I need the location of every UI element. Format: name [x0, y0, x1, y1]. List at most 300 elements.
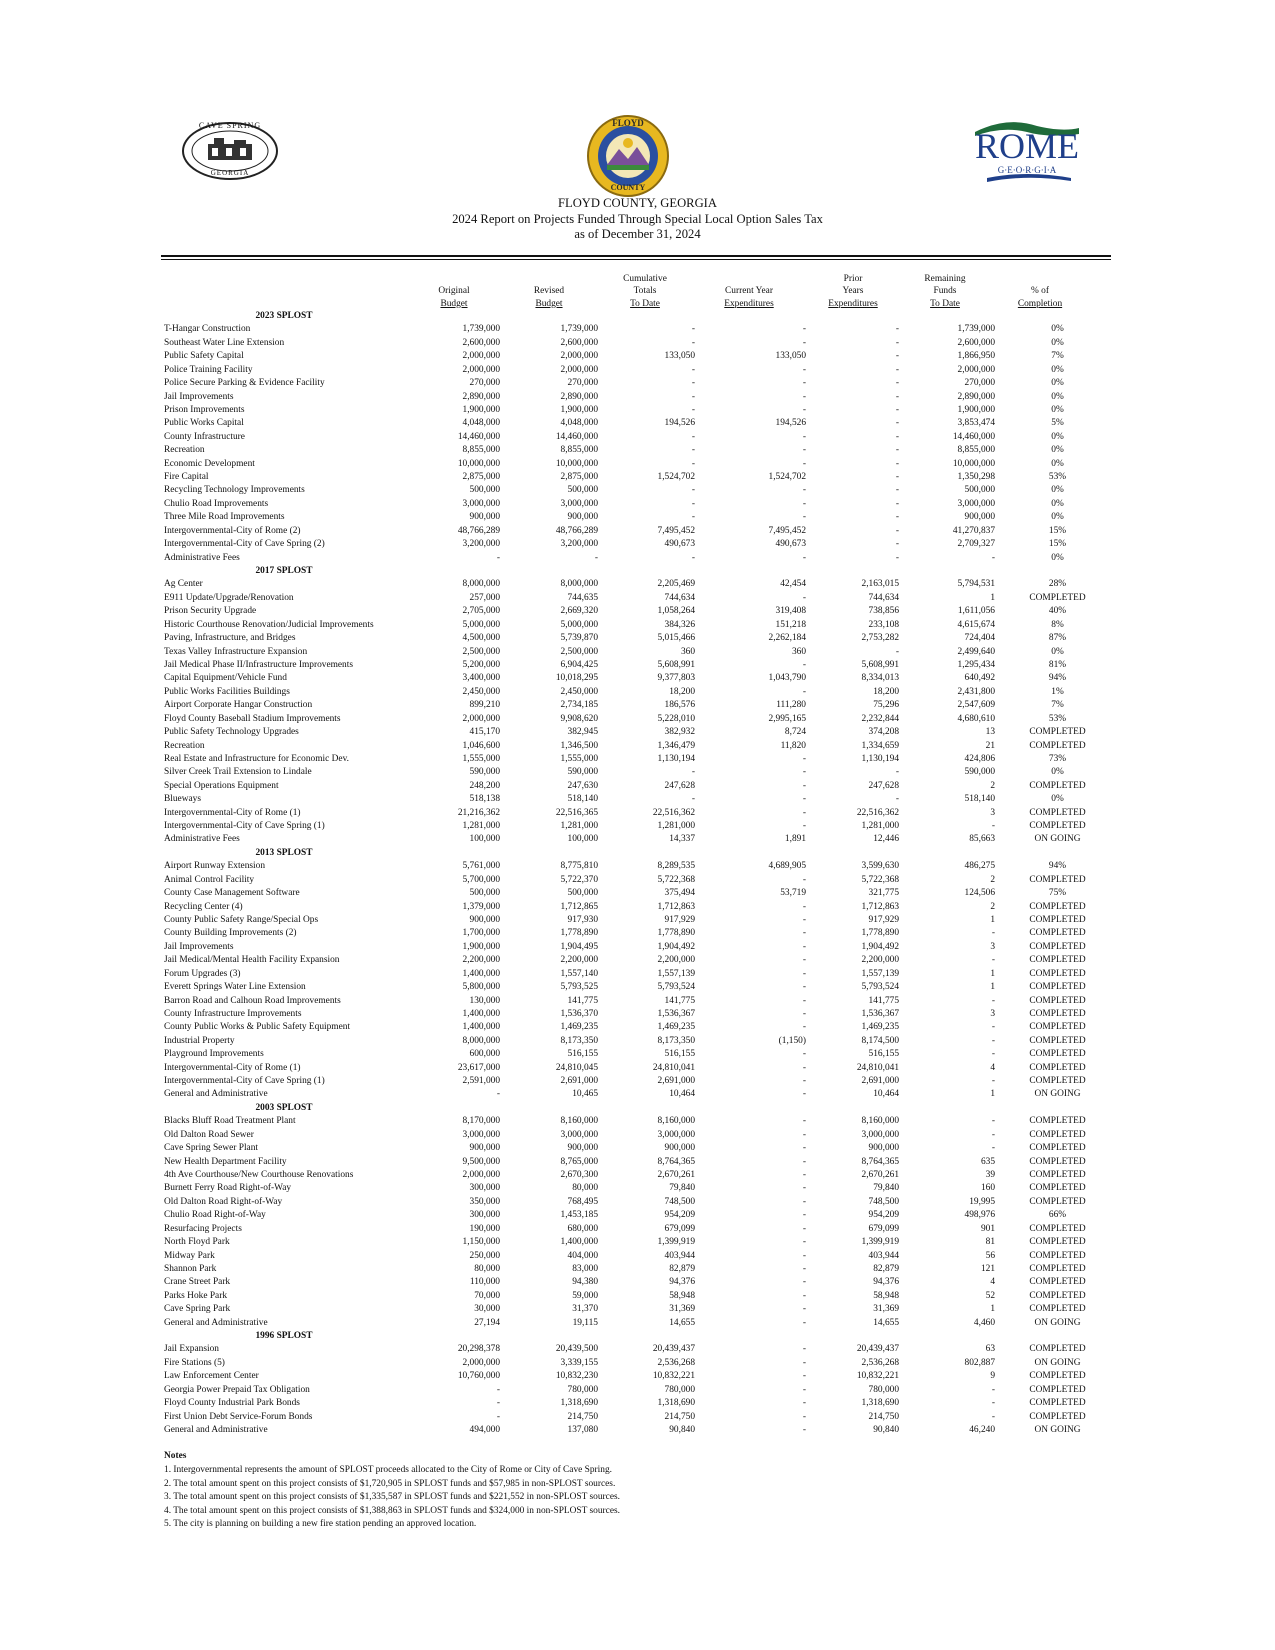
amount-cell: -	[691, 391, 695, 402]
amount-cell: 2,670,300	[560, 1170, 598, 1180]
amount-cell: 8,764,365	[657, 1156, 695, 1167]
amount-cell: 5,722,370	[560, 874, 598, 885]
project-name: Airport Corporate Hangar Construction	[164, 700, 313, 711]
table-row	[0, 1303, 1275, 1316]
amount-cell: -	[802, 1022, 806, 1033]
amount-cell: -	[691, 445, 695, 456]
project-name: Intergovernmental-City of Rome (2)	[164, 525, 301, 536]
amount-cell: -	[802, 1290, 806, 1301]
amount-cell: 375,494	[664, 888, 695, 899]
amount-cell: 2,890,000	[462, 391, 500, 402]
amount-cell: 8,764,365	[861, 1156, 899, 1167]
amount-cell: 1,469,235	[560, 1022, 598, 1033]
completion-cell: COMPLETED	[1029, 780, 1086, 791]
project-name: Industrial Property	[164, 1035, 235, 1046]
amount-cell: 1,536,367	[861, 1008, 899, 1019]
amount-cell: 2,536,268	[861, 1357, 899, 1368]
completion-cell: 81%	[1048, 659, 1067, 670]
amount-cell: -	[895, 364, 899, 375]
amount-cell: 10,464	[669, 1089, 695, 1100]
amount-cell: 2,200,000	[560, 955, 598, 966]
amount-cell: 590,000	[964, 767, 995, 778]
project-name: Jail Medical Phase II/Infrastructure Improvements	[164, 659, 353, 670]
amount-cell: 5,722,368	[657, 874, 695, 885]
completion-cell: COMPLETED	[1029, 821, 1086, 832]
amount-cell: 1,400,000	[462, 1022, 500, 1033]
amount-cell: -	[802, 780, 806, 791]
amount-cell: 744,634	[664, 592, 695, 603]
amount-cell: 8,724	[784, 727, 806, 738]
amount-cell: 24,810,045	[555, 1062, 598, 1073]
completion-cell: 0%	[1051, 445, 1064, 456]
table-row	[0, 927, 1275, 940]
amount-cell: -	[802, 404, 806, 415]
amount-cell: 8,855,000	[560, 445, 598, 456]
report-header	[0, 196, 1275, 243]
project-name: Paving, Infrastructure, and Bridges	[164, 633, 296, 644]
table-row	[0, 444, 1275, 457]
amount-cell: -	[802, 1357, 806, 1368]
amount-cell: 1,866,950	[957, 351, 995, 362]
amount-cell: 63	[985, 1344, 995, 1355]
table-row	[0, 659, 1275, 672]
project-name: First Union Debt Service-Forum Bonds	[164, 1411, 313, 1422]
project-name: Recreation	[164, 740, 205, 751]
amount-cell: 14,655	[669, 1317, 695, 1328]
amount-cell: 321,775	[868, 888, 899, 899]
amount-cell: -	[895, 351, 899, 362]
amount-cell: 768,495	[567, 1196, 598, 1207]
amount-cell: 1,904,495	[560, 941, 598, 952]
amount-cell: -	[802, 1143, 806, 1154]
amount-cell: 58,948	[669, 1290, 695, 1301]
project-name: Resurfacing Projects	[164, 1223, 242, 1234]
amount-cell: 2,875,000	[560, 472, 598, 483]
project-name: Playground Improvements	[164, 1049, 264, 1060]
amount-cell: (1,150)	[778, 1035, 806, 1046]
amount-cell: 1	[990, 982, 995, 993]
amount-cell: 900,000	[664, 1143, 695, 1154]
amount-cell: 382,945	[567, 727, 598, 738]
amount-cell: 41,270,837	[952, 525, 995, 536]
amount-cell: -	[895, 431, 899, 442]
project-name: Public Safety Capital	[164, 351, 244, 362]
completion-cell: COMPLETED	[1029, 1250, 1086, 1261]
amount-cell: 900,000	[469, 914, 500, 925]
amount-cell: -	[802, 337, 806, 348]
table-row	[0, 1035, 1275, 1048]
amount-cell: 130,000	[469, 995, 500, 1006]
amount-cell: 20,439,500	[555, 1344, 598, 1355]
amount-cell: 2,500,000	[560, 646, 598, 657]
amount-cell: 415,170	[469, 727, 500, 738]
completion-cell: 7%	[1051, 700, 1064, 711]
completion-cell: COMPLETED	[1029, 1344, 1086, 1355]
column-header	[905, 273, 985, 311]
amount-cell: 518,140	[567, 794, 598, 805]
completion-cell: COMPLETED	[1029, 1049, 1086, 1060]
amount-cell: 490,673	[664, 539, 695, 550]
amount-cell: 3,000,000	[462, 1129, 500, 1140]
table-row	[0, 833, 1275, 846]
table-row	[0, 1048, 1275, 1061]
amount-cell: 954,209	[868, 1210, 899, 1221]
table-row	[0, 1290, 1275, 1303]
project-name: Real Estate and Infrastructure for Economic Dev.	[164, 753, 349, 764]
table-row	[0, 1062, 1275, 1075]
table-row	[0, 1156, 1275, 1169]
table-row	[0, 1384, 1275, 1397]
section-header	[0, 847, 1275, 860]
amount-cell: 5,800,000	[462, 982, 500, 993]
table-row	[0, 713, 1275, 726]
amount-cell: -	[802, 1076, 806, 1087]
amount-cell: 8,765,000	[560, 1156, 598, 1167]
amount-cell: -	[895, 337, 899, 348]
amount-cell: 21	[985, 740, 995, 751]
amount-cell: 214,750	[664, 1411, 695, 1422]
amount-cell: 1,043,790	[768, 673, 806, 684]
amount-cell: 2,499,640	[957, 646, 995, 657]
amount-cell: 319,408	[775, 606, 806, 617]
amount-cell: 79,840	[669, 1183, 695, 1194]
amount-cell: 8,855,000	[957, 445, 995, 456]
completion-cell: 0%	[1051, 378, 1064, 389]
amount-cell: 8,173,350	[560, 1035, 598, 1046]
amount-cell: 94,376	[873, 1277, 899, 1288]
amount-cell: 20,439,437	[652, 1344, 695, 1355]
project-name: Three Mile Road Improvements	[164, 512, 285, 523]
table-row	[0, 498, 1275, 511]
amount-cell: 1,046,600	[462, 740, 500, 751]
table-row	[0, 1370, 1275, 1383]
amount-cell: 3	[990, 941, 995, 952]
amount-cell: 5,015,466	[657, 633, 695, 644]
amount-cell: 2,450,000	[462, 686, 500, 697]
amount-cell: 42,454	[780, 579, 806, 590]
amount-cell: 1,555,000	[560, 753, 598, 764]
notes	[164, 1450, 620, 1531]
amount-cell: 24,810,041	[856, 1062, 899, 1073]
amount-cell: -	[802, 914, 806, 925]
table-row	[0, 1169, 1275, 1182]
completion-cell: 0%	[1051, 404, 1064, 415]
completion-cell: COMPLETED	[1029, 941, 1086, 952]
completion-cell: 5%	[1051, 418, 1064, 429]
amount-cell: 2,200,000	[462, 955, 500, 966]
amount-cell: 424,806	[964, 753, 995, 764]
completion-cell: 0%	[1051, 767, 1064, 778]
amount-cell: -	[895, 378, 899, 389]
amount-cell: 24,810,041	[652, 1062, 695, 1073]
amount-cell: 18,200	[669, 686, 695, 697]
amount-cell: -	[496, 552, 500, 563]
amount-cell: 70,000	[474, 1290, 500, 1301]
completion-cell: COMPLETED	[1029, 874, 1086, 885]
amount-cell: 1,150,000	[462, 1237, 500, 1248]
table-row	[0, 1343, 1275, 1356]
amount-cell: 498,976	[964, 1210, 995, 1221]
amount-cell: -	[991, 1411, 995, 1422]
column-header-line: Budget	[535, 298, 563, 309]
completion-cell: 0%	[1051, 552, 1064, 563]
amount-cell: -	[991, 1384, 995, 1395]
amount-cell: -	[802, 1089, 806, 1100]
amount-cell: 56	[985, 1250, 995, 1261]
amount-cell: 90,840	[669, 1425, 695, 1436]
amount-cell: 18,200	[873, 686, 899, 697]
amount-cell: 1,557,139	[861, 968, 899, 979]
amount-cell: -	[991, 1022, 995, 1033]
amount-cell: 58,948	[873, 1290, 899, 1301]
amount-cell: 5,761,000	[462, 861, 500, 872]
amount-cell: 1,281,000	[861, 821, 899, 832]
section-title: 2003 SPLOST	[255, 1102, 313, 1113]
amount-cell: 19,995	[969, 1196, 995, 1207]
project-name: New Health Department Facility	[164, 1156, 287, 1167]
table-row	[0, 860, 1275, 873]
completion-cell: 40%	[1048, 606, 1067, 617]
column-header-line: Remaining	[924, 273, 966, 284]
amount-cell: 75,296	[873, 700, 899, 711]
amount-cell: 1,400,000	[462, 1008, 500, 1019]
amount-cell: 82,879	[669, 1263, 695, 1274]
amount-cell: 1,318,690	[560, 1398, 598, 1409]
table-row	[0, 391, 1275, 404]
amount-cell: -	[691, 431, 695, 442]
completion-cell: 0%	[1051, 364, 1064, 375]
project-name: Georgia Power Prepaid Tax Obligation	[164, 1384, 310, 1395]
amount-cell: 2,691,000	[657, 1076, 695, 1087]
amount-cell: -	[802, 901, 806, 912]
completion-cell: ON GOING	[1034, 834, 1081, 845]
amount-cell: 270,000	[964, 378, 995, 389]
amount-cell: -	[991, 1035, 995, 1046]
amount-cell: 9,377,803	[657, 673, 695, 684]
project-name: Barron Road and Calhoun Road Improvements	[164, 995, 341, 1006]
completion-cell: COMPLETED	[1029, 807, 1086, 818]
amount-cell: 160	[980, 1183, 995, 1194]
table-row	[0, 605, 1275, 618]
amount-cell: 900,000	[469, 512, 500, 523]
amount-cell: 1,739,000	[462, 324, 500, 335]
amount-cell: 10,832,230	[555, 1371, 598, 1382]
completion-cell: COMPLETED	[1029, 995, 1086, 1006]
amount-cell: 7,495,452	[768, 525, 806, 536]
amount-cell: -	[802, 391, 806, 402]
completion-cell: 94%	[1048, 673, 1067, 684]
completion-cell: 28%	[1048, 579, 1067, 590]
amount-cell: 917,930	[567, 914, 598, 925]
amount-cell: 1,739,000	[957, 324, 995, 335]
project-name: Airport Runway Extension	[164, 861, 266, 872]
amount-cell: 8,160,000	[657, 1116, 695, 1127]
amount-cell: -	[802, 1250, 806, 1261]
amount-cell: 1	[990, 1304, 995, 1315]
amount-cell: 516,155	[567, 1049, 598, 1060]
completion-cell: COMPLETED	[1029, 1143, 1086, 1154]
amount-cell: 2,691,000	[861, 1076, 899, 1087]
amount-cell: 2,670,261	[861, 1170, 899, 1180]
table-row	[0, 1129, 1275, 1142]
amount-cell: 8,174,500	[861, 1035, 899, 1046]
amount-cell: 53,719	[780, 888, 806, 899]
amount-cell: 14,460,000	[952, 431, 995, 442]
completion-cell: COMPLETED	[1029, 1183, 1086, 1194]
amount-cell: 12,446	[873, 834, 899, 845]
amount-cell: 4,689,905	[768, 861, 806, 872]
completion-cell: COMPLETED	[1029, 928, 1086, 939]
amount-cell: 10,000,000	[555, 458, 598, 469]
table-row	[0, 337, 1275, 350]
amount-cell: 194,526	[775, 418, 806, 429]
amount-cell: 360	[680, 646, 695, 657]
amount-cell: 9,500,000	[462, 1156, 500, 1167]
amount-cell: -	[991, 552, 995, 563]
amount-cell: 257,000	[469, 592, 500, 603]
amount-cell: 248,200	[469, 780, 500, 791]
completion-cell: COMPLETED	[1029, 1196, 1086, 1207]
amount-cell: 490,673	[775, 539, 806, 550]
amount-cell: 81	[985, 1237, 995, 1248]
amount-cell: 590,000	[469, 767, 500, 778]
amount-cell: -	[802, 955, 806, 966]
floyd-seal-top-text: FLOYD	[612, 118, 644, 128]
amount-cell: -	[895, 391, 899, 402]
amount-cell: 39	[985, 1170, 995, 1180]
amount-cell: 14,460,000	[457, 431, 500, 442]
amount-cell: 780,000	[567, 1384, 598, 1395]
amount-cell: -	[802, 941, 806, 952]
amount-cell: 1,469,235	[861, 1022, 899, 1033]
project-name: Midway Park	[164, 1250, 215, 1261]
section-title: 2023 SPLOST	[255, 311, 313, 321]
project-name: Intergovernmental-City of Rome (1)	[164, 807, 301, 818]
amount-cell: 8,160,000	[560, 1116, 598, 1127]
amount-cell: 500,000	[469, 888, 500, 899]
amount-cell: -	[691, 458, 695, 469]
column-header	[1000, 285, 1080, 310]
table-row	[0, 525, 1275, 538]
amount-cell: 901	[980, 1223, 995, 1234]
amount-cell: 899,210	[469, 700, 500, 711]
amount-cell: 2,669,320	[560, 606, 598, 617]
amount-cell: 5,228,010	[657, 713, 695, 724]
amount-cell: 1,334,659	[861, 740, 899, 751]
project-name: Fire Capital	[164, 472, 209, 483]
table-row	[0, 1021, 1275, 1034]
amount-cell: 748,500	[664, 1196, 695, 1207]
amount-cell: 3,000,000	[957, 498, 995, 509]
amount-cell: -	[991, 1398, 995, 1409]
column-header-line: Budget	[440, 298, 468, 309]
amount-cell: 3,853,474	[957, 418, 995, 429]
floyd-county-seal	[585, 113, 671, 199]
amount-cell: 1,712,863	[861, 901, 899, 912]
amount-cell: 100,000	[567, 834, 598, 845]
column-header-line: Revised	[533, 286, 565, 296]
completion-cell: 1%	[1051, 686, 1064, 697]
amount-cell: -	[895, 445, 899, 456]
amount-cell: 5,000,000	[560, 619, 598, 630]
amount-cell: 1	[990, 1089, 995, 1100]
amount-cell: 19,115	[572, 1317, 598, 1328]
amount-cell: -	[691, 404, 695, 415]
amount-cell: 518,138	[469, 794, 500, 805]
notes-list	[164, 1464, 620, 1531]
completion-cell: COMPLETED	[1029, 592, 1086, 603]
amount-cell: 917,929	[868, 914, 899, 925]
amount-cell: 384,326	[664, 619, 695, 630]
note-item: 1. Intergovernmental represents the amount of SPLOST proceeds allocated to the City of Rome or City of Cave Spring.	[164, 1465, 612, 1476]
project-name: General and Administrative	[164, 1089, 268, 1100]
completion-cell: 53%	[1048, 472, 1067, 483]
table-row	[0, 1276, 1275, 1289]
amount-cell: 2,200,000	[861, 955, 899, 966]
cave-spring-top-text: CAVE SPRING	[198, 121, 262, 130]
table-row	[0, 592, 1275, 605]
amount-cell: 2,691,000	[560, 1076, 598, 1087]
table-row	[0, 619, 1275, 632]
amount-cell: -	[895, 458, 899, 469]
amount-cell: 744,635	[567, 592, 598, 603]
amount-cell: 133,050	[775, 351, 806, 362]
amount-cell: 80,000	[572, 1183, 598, 1194]
amount-cell: 82,879	[873, 1263, 899, 1274]
amount-cell: -	[991, 1049, 995, 1060]
amount-cell: 2,000,000	[462, 1357, 500, 1368]
project-name: Intergovernmental-City of Cave Spring (2)	[164, 539, 325, 550]
header-rule-thick	[161, 255, 1111, 257]
completion-cell: 87%	[1048, 633, 1067, 644]
amount-cell: 1,130,194	[861, 753, 899, 764]
completion-cell: 0%	[1051, 391, 1064, 402]
amount-cell: 917,929	[664, 914, 695, 925]
amount-cell: -	[991, 955, 995, 966]
amount-cell: 270,000	[469, 378, 500, 389]
project-name: North Floyd Park	[164, 1237, 230, 1248]
amount-cell: 900,000	[964, 512, 995, 523]
amount-cell: 3,200,000	[560, 539, 598, 550]
amount-cell: -	[802, 324, 806, 335]
amount-cell: 8,289,535	[657, 861, 695, 872]
section-header	[0, 565, 1275, 578]
completion-cell: COMPLETED	[1029, 914, 1086, 925]
amount-cell: 1,400,000	[560, 1237, 598, 1248]
amount-cell: -	[802, 767, 806, 778]
table-row	[0, 1236, 1275, 1249]
amount-cell: -	[802, 1196, 806, 1207]
amount-cell: -	[802, 485, 806, 496]
amount-cell: 640,492	[964, 673, 995, 684]
amount-cell: 1,350,298	[957, 472, 995, 483]
table-row	[0, 350, 1275, 363]
project-name: County Public Works & Public Safety Equipment	[164, 1022, 351, 1033]
amount-cell: -	[895, 794, 899, 805]
amount-cell: 2,890,000	[560, 391, 598, 402]
project-name: Cave Spring Sewer Plant	[164, 1143, 258, 1154]
amount-cell: 8,173,350	[657, 1035, 695, 1046]
column-header	[608, 273, 682, 311]
amount-cell: 46,240	[969, 1425, 995, 1436]
cave-spring-logo	[180, 120, 280, 182]
amount-cell: 5,608,991	[657, 659, 695, 670]
amount-cell: -	[895, 646, 899, 657]
amount-cell: 94,380	[572, 1277, 598, 1288]
amount-cell: 9	[990, 1371, 995, 1382]
column-header-line: Cumulative	[623, 273, 667, 284]
amount-cell: 214,750	[868, 1411, 899, 1422]
